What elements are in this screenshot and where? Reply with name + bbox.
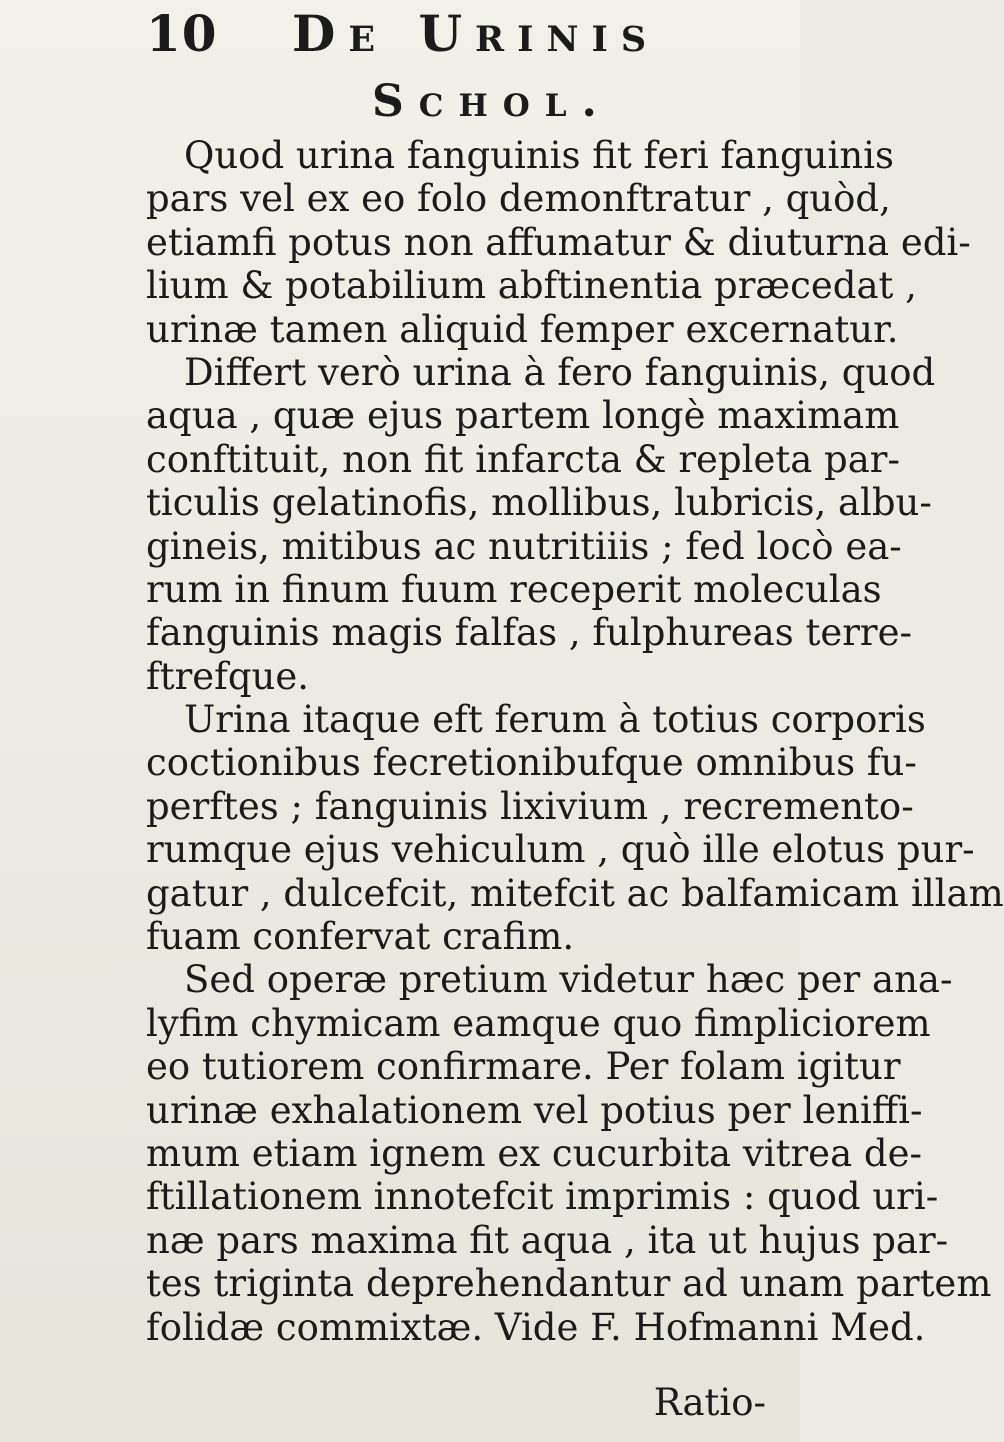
page-number: 10: [146, 4, 218, 63]
page-header: [0, 4, 800, 64]
text-line: urinæ tamen aliquid femper excernatur.: [146, 307, 899, 351]
text-line: Differt verò urina à fero fanguinis, quod: [184, 350, 936, 394]
text-line: næ pars maxima fit aqua , ita ut hujus par-: [146, 1218, 949, 1262]
text-line: rum in finum fuum receperit moleculas: [146, 567, 882, 611]
text-line: folidæ commixtæ. Vide F. Hofmanni Med.: [146, 1305, 926, 1349]
text-line: ftillationem innotefcit imprimis : quod uri-: [146, 1175, 939, 1219]
text-line: fanguinis magis falfas , fulphureas terre-: [146, 611, 912, 655]
text-line: Urina itaque eft ferum à totius corporis: [184, 698, 926, 742]
text-line: ticulis gelatinofis, mollibus, lubricis, albu-: [146, 481, 932, 525]
text-line: lium & potabilium abftinentia præcedat ,: [146, 264, 917, 308]
text-line: rumque ejus vehiculum , quò ille elotus pur-: [146, 828, 975, 872]
text-line: lyfim chymicam eamque quo fimpliciorem: [146, 1001, 931, 1045]
text-line: mum etiam ignem ex cucurbita vitrea de-: [146, 1131, 922, 1175]
body-text: [146, 134, 1004, 1349]
running-title: De Urinis: [292, 4, 660, 63]
text-line: eo tutiorem confirmare. Per folam igitur: [146, 1045, 901, 1089]
text-line: ftrefque.: [146, 654, 310, 698]
catchword: Ratio-: [653, 1381, 766, 1424]
text-line: urinæ exhalationem vel potius per leniffi-: [146, 1088, 923, 1132]
section-heading: Schol.: [372, 76, 612, 127]
text-line: aqua , quæ ejus partem longè maximam: [146, 394, 900, 438]
text-line: fuam confervat crafim.: [146, 915, 575, 959]
text-line: gineis, mitibus ac nutritiiis ; fed locò ea-: [146, 524, 902, 568]
text-line: conftituit, non fit infarcta & repleta par-: [146, 437, 900, 481]
text-line: gatur , dulcefcit, mitefcit ac balfamicam illam: [146, 871, 1004, 915]
text-line: Quod urina fanguinis fit feri fanguinis: [184, 134, 894, 177]
text-line: coctionibus fecretionibufque omnibus fu-: [146, 741, 917, 785]
text-line: Sed operæ pretium videtur hæc per ana-: [184, 958, 953, 1002]
text-line: etiamfi potus non affumatur & diuturna edi-: [146, 220, 971, 264]
text-line: tes triginta deprehendantur ad unam partem: [146, 1262, 992, 1306]
text-line: perftes ; fanguinis lixivium , recremento-: [146, 784, 914, 828]
text-line: pars vel ex eo folo demonftratur , quòd,: [146, 177, 891, 221]
